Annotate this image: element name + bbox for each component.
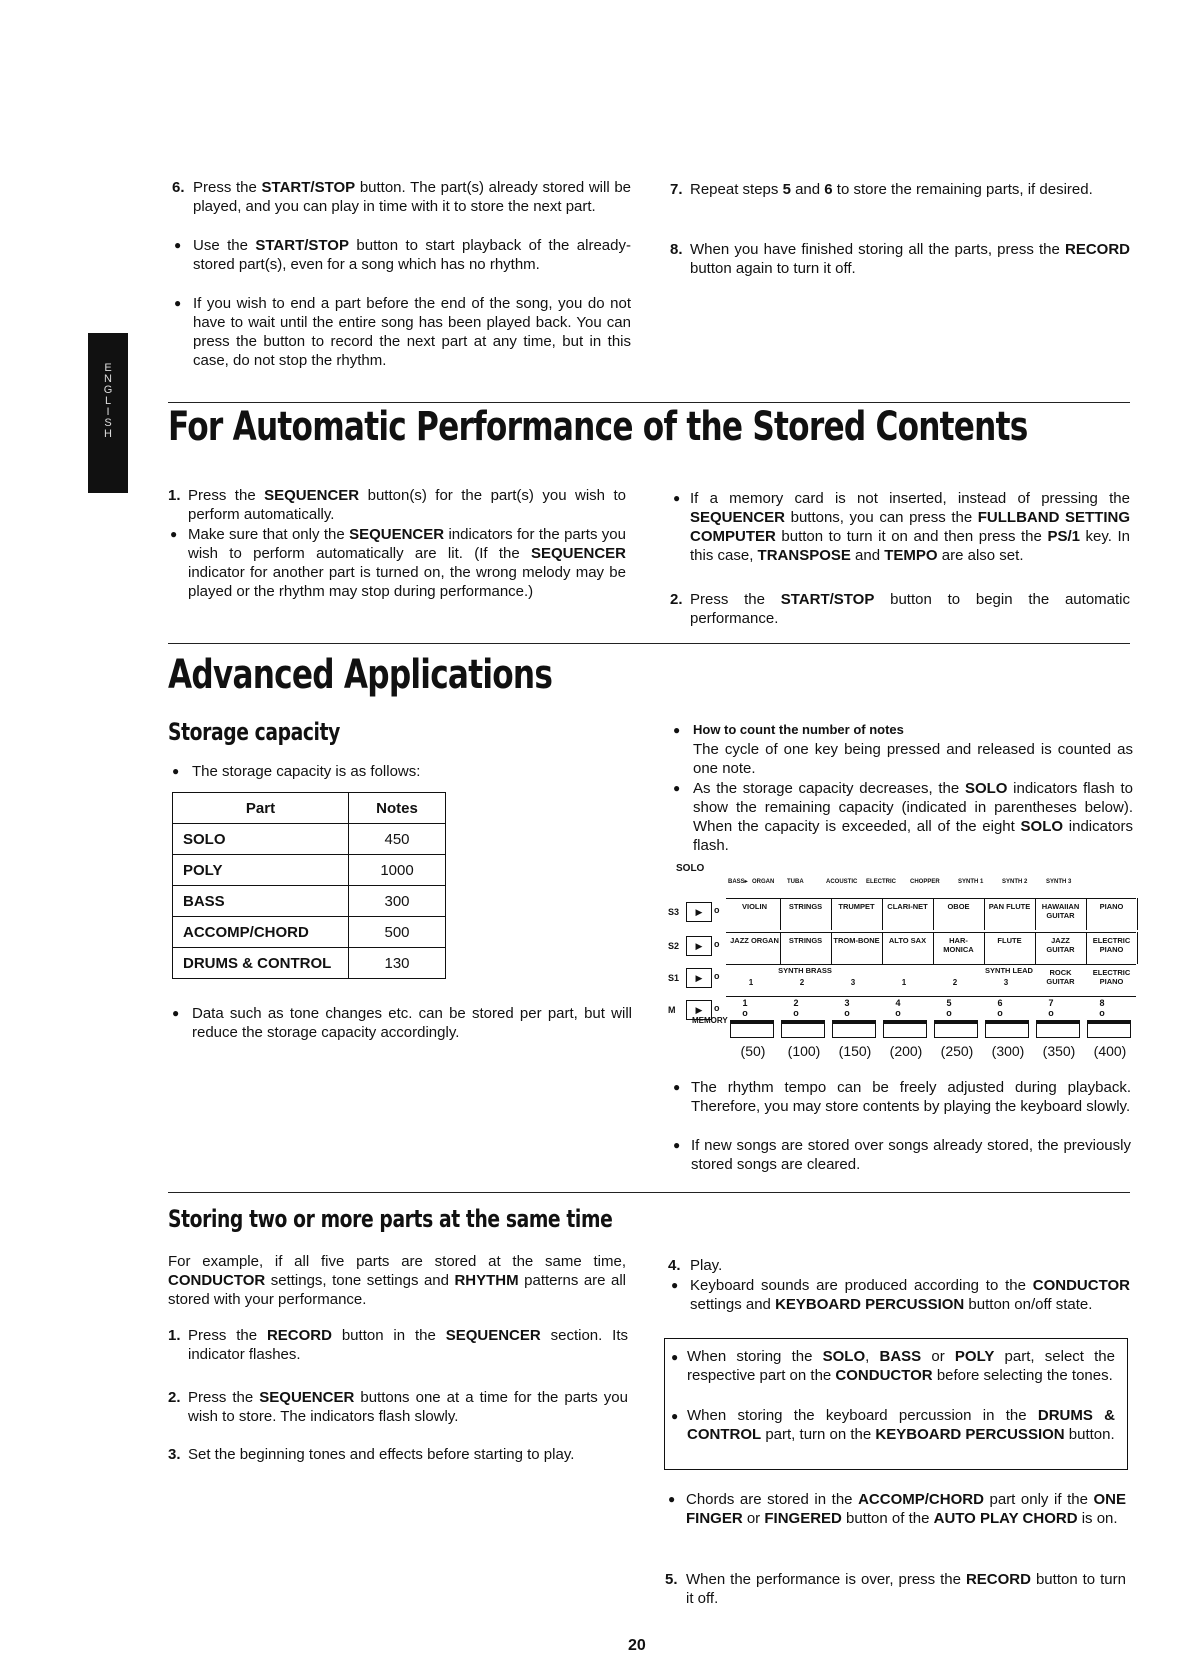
notes-cell: 450	[349, 824, 446, 855]
bold-term: START/STOP	[261, 179, 356, 196]
text-segment: Press the	[690, 591, 781, 608]
text-segment: indicators flash.	[693, 818, 1133, 854]
s3-step-3-number: 3.	[168, 1446, 181, 1463]
s3-step-3-text: Set the beginning tones and effects before starting to play.	[188, 1446, 575, 1463]
s1-step-1-text	[188, 486, 626, 524]
note-box-item-1	[687, 1347, 1115, 1385]
text-segment: part, turn on the	[761, 1426, 876, 1443]
text-segment: are also set.	[937, 547, 1024, 564]
bold-term: BASS	[879, 1348, 922, 1365]
voice-label: ORGAN	[752, 879, 775, 885]
note-box	[664, 1338, 1128, 1470]
bold-term: CONDUCTOR	[835, 1367, 933, 1384]
memory-number: 5	[946, 998, 952, 1008]
text-segment: When you have finished storing all the parts, press the	[690, 241, 1065, 258]
memory-number: 7	[1048, 998, 1054, 1008]
synth-number: 3	[850, 978, 856, 987]
row-label: S2	[668, 941, 680, 951]
tone-cell: PAN FLUTE	[988, 902, 1031, 911]
table-row	[173, 855, 446, 886]
divider	[168, 1192, 1130, 1193]
s1-step-2-number: 2.	[670, 591, 683, 608]
synth-number: 2	[952, 978, 958, 987]
header-part: Part	[173, 793, 349, 824]
bold-term: START/STOP	[255, 237, 349, 254]
memory-level-indicator	[1087, 1020, 1131, 1038]
bold-term: ACCOMP/CHORD	[858, 1491, 984, 1508]
bold-term: SEQUENCER	[349, 526, 445, 543]
capacity-value: (200)	[889, 1043, 923, 1059]
text-segment: For example, if all five parts are stored at the same time,	[168, 1253, 626, 1270]
sequencer-button: ▶	[686, 936, 712, 956]
led-indicator: o	[844, 1008, 850, 1018]
note-box-item-2	[687, 1406, 1115, 1444]
sequencer-button: ▶	[686, 968, 712, 988]
how-to-count-title: How to count the number of notes	[693, 722, 904, 737]
text-segment: buttons, you can press the	[785, 509, 978, 526]
synth-number: 1	[748, 978, 754, 987]
tempo-note: The rhythm tempo can be freely adjusted during playback. Therefore, you may store contents by playing the keyboard slowly.	[691, 1079, 1131, 1115]
bold-term: KEYBOARD PERCUSSION	[875, 1426, 1065, 1443]
text-segment: button to turn it on and then press the	[775, 528, 1048, 545]
tone-cell: PIANO	[1099, 902, 1124, 911]
tone-cell: ELECTRIC PIANO	[1092, 968, 1131, 986]
text-segment: before selecting the tones.	[932, 1367, 1113, 1384]
bold-term: SEQUENCER	[530, 545, 626, 562]
s1-step-2-text	[690, 590, 1130, 628]
memory-level-indicator	[781, 1020, 825, 1038]
memory-number: 8	[1099, 998, 1105, 1008]
table-row	[173, 824, 446, 855]
memory-level-indicator	[832, 1020, 876, 1038]
part-cell: ACCOMP/CHORD	[173, 917, 349, 948]
cell-divider	[1137, 898, 1138, 930]
led-indicator: o	[997, 1008, 1003, 1018]
bold-term: SEQUENCER	[445, 1327, 541, 1344]
bold-term: SEQUENCER	[259, 1389, 355, 1406]
s1-bullet-1	[188, 525, 626, 601]
text-segment: button. The part(s) already stored will be played, and you can play in time with it to store the next part.	[193, 179, 632, 215]
bold-term: RECORD	[965, 1571, 1031, 1588]
tone-cell: TROM-BONE	[833, 936, 880, 945]
grid-line	[726, 996, 1136, 997]
bold-term: PS/1	[1047, 528, 1080, 545]
tone-cell: HAWAIIAN GUITAR	[1041, 902, 1080, 920]
text-segment: As the storage capacity decreases, the	[693, 780, 965, 797]
text-segment: button to turn it off.	[686, 1571, 1126, 1607]
tone-cell: TRUMPET	[838, 902, 875, 911]
capacity-decrease-text	[693, 779, 1133, 855]
chords-note	[686, 1490, 1126, 1528]
memory-level-indicator	[883, 1020, 927, 1038]
led-indicator: o	[714, 939, 720, 949]
text-segment: Make sure that only the	[188, 526, 350, 543]
bold-term: FULLBAND SETTING COMPUTER	[690, 509, 1130, 545]
text-segment: button in the	[331, 1327, 446, 1344]
tone-cell: ROCK GUITAR	[1046, 968, 1075, 986]
text-segment: or	[742, 1510, 765, 1527]
s3-step-5-text	[686, 1570, 1126, 1608]
s3-step-2-number: 2.	[168, 1389, 181, 1406]
bold-term: 6	[824, 181, 833, 198]
bullet-dot: ●	[174, 238, 182, 252]
step-6-number: 6.	[172, 179, 185, 196]
bullet-dot: ●	[671, 1409, 679, 1423]
text-segment: Chords are stored in the	[686, 1491, 859, 1508]
step-7-number: 7.	[670, 181, 683, 198]
notes-cell: 300	[349, 886, 446, 917]
led-indicator: o	[946, 1008, 952, 1018]
solo-label: SOLO	[676, 863, 705, 874]
bold-term: CONDUCTOR	[168, 1272, 266, 1289]
storage-capacity-table	[172, 792, 446, 979]
memory-level-indicator	[934, 1020, 978, 1038]
notes-cell: 1000	[349, 855, 446, 886]
bold-term: RHYTHM	[454, 1272, 519, 1289]
s3-step-2-text	[188, 1388, 628, 1426]
synth-number: 2	[799, 978, 805, 987]
part-cell: POLY	[173, 855, 349, 886]
subsection-title-storing-multiple-parts: Storing two or more parts at the same time	[168, 1205, 613, 1233]
bullet-dot: ●	[673, 1138, 681, 1152]
memory-number: 1	[742, 998, 748, 1008]
text-segment: indicators for the parts you wish to perform automatically are lit. (If the	[188, 526, 626, 562]
s3-intro	[168, 1252, 626, 1309]
text-segment: is on.	[1077, 1510, 1118, 1527]
text-segment: Press the	[193, 179, 262, 196]
text-segment: Keyboard sounds are produced according to the	[690, 1277, 1033, 1294]
text-segment: buttons one at a time for the parts you wish to store. The indicators flash slowly.	[188, 1389, 628, 1425]
tone-cell: STRINGS	[788, 936, 823, 945]
led-indicator: o	[714, 905, 720, 915]
row-label: S1	[668, 973, 680, 983]
tone-cell: CLARI-NET	[887, 902, 928, 911]
voice-label: SYNTH 3	[1046, 879, 1072, 885]
synth-lead-label: SYNTH LEAD	[985, 966, 1033, 975]
tone-cell: FLUTE	[997, 936, 1022, 945]
text-segment: button of the	[841, 1510, 934, 1527]
step-8-number: 8.	[670, 241, 683, 258]
text-segment: Repeat steps	[690, 181, 783, 198]
text-segment: button on/off state.	[964, 1296, 1093, 1313]
bullet-dot: ●	[671, 1350, 679, 1364]
tone-cell: ELECTRIC PIANO	[1092, 936, 1131, 954]
row-label: M	[668, 1005, 676, 1015]
memory-level-indicator	[985, 1020, 1029, 1038]
text-segment: or	[921, 1348, 955, 1365]
grid-line	[726, 964, 1136, 965]
bold-term: DRUMS & CONTROL	[687, 1407, 1115, 1443]
bold-term: 5	[782, 181, 791, 198]
text-segment: button to start playback of the already-stored part(s), even for a song which has no rhythm.	[193, 237, 631, 273]
s3-step-4-number: 4.	[668, 1257, 681, 1274]
led-indicator: o	[742, 1008, 748, 1018]
text-segment: indicator for another part is turned on, the wrong melody may be played or the rhythm may stop during performance.)	[188, 564, 626, 600]
memory-number: 6	[997, 998, 1003, 1008]
grid-line	[726, 932, 1136, 933]
intro-bullet-2: If you wish to end a part before the end of the song, you do not have to wait until the entire song has been played back. You can press the button to record the next part at any time, but in this case, do not stop the rhythm.	[193, 295, 631, 369]
led-indicator: o	[1099, 1008, 1105, 1018]
bold-term: CONDUCTOR	[1032, 1277, 1130, 1294]
capacity-value: (350)	[1042, 1043, 1076, 1059]
s3-step-4-text: Play.	[690, 1257, 723, 1274]
tone-cell: STRINGS	[788, 902, 823, 911]
page-number: 20	[628, 1637, 646, 1654]
voice-label: SYNTH 1	[958, 879, 984, 885]
table-row	[173, 917, 446, 948]
bullet-dot: ●	[174, 296, 182, 310]
s3-step-1-number: 1.	[168, 1327, 181, 1344]
text-segment: When storing the	[687, 1348, 823, 1365]
text-segment: button again to turn it off.	[690, 260, 856, 277]
capacity-value: (400)	[1093, 1043, 1127, 1059]
tab-letter: G	[103, 384, 113, 396]
bold-term: RECORD	[266, 1327, 332, 1344]
bold-term: SOLO	[822, 1348, 866, 1365]
part-cell: SOLO	[173, 824, 349, 855]
text-segment: Press the	[188, 1327, 267, 1344]
tone-cell: VIOLIN	[741, 902, 767, 911]
tab-letter: N	[104, 373, 112, 385]
section-title-automatic-performance: For Automatic Performance of the Stored Contents	[168, 404, 1028, 450]
text-segment: section. Its indicator flashes.	[188, 1327, 629, 1363]
text-segment: When storing the keyboard percussion in the	[687, 1407, 1038, 1424]
s1-step-1-number: 1.	[168, 487, 181, 504]
bass-label: BASS▸	[728, 879, 748, 885]
bold-term: AUTO PLAY CHORD	[933, 1510, 1078, 1527]
voice-label: SYNTH 2	[1002, 879, 1028, 885]
header-notes: Notes	[349, 793, 446, 824]
table-header-row	[173, 793, 446, 824]
capacity-value: (300)	[991, 1043, 1025, 1059]
bullet-dot: ●	[668, 1492, 676, 1506]
capacity-value: (100)	[787, 1043, 821, 1059]
table-row	[173, 948, 446, 979]
capacity-value: (250)	[940, 1043, 974, 1059]
grid-line	[726, 898, 1136, 899]
cell-divider	[1137, 932, 1138, 964]
text-segment: ,	[865, 1348, 880, 1365]
bold-term: KEYBOARD PERCUSSION	[775, 1296, 965, 1313]
tab-letter: I	[106, 406, 110, 418]
bold-term: FINGERED	[764, 1510, 842, 1527]
memory-level-indicator	[1036, 1020, 1080, 1038]
voice-label: ELECTRIC	[866, 879, 896, 885]
notes-cell: 500	[349, 917, 446, 948]
tab-letter: E	[104, 362, 112, 374]
tab-letter: L	[104, 395, 112, 407]
tone-cell: OBOE	[947, 902, 970, 911]
led-indicator: o	[895, 1008, 901, 1018]
keyboard-sounds-note	[690, 1276, 1130, 1314]
bold-term: TRANSPOSE	[757, 547, 851, 564]
text-segment: Use the	[193, 237, 256, 254]
sequencer-button: ▶	[686, 1000, 712, 1020]
bullet-dot: ●	[170, 527, 178, 541]
text-segment: settings and	[690, 1296, 776, 1313]
bullet-dot: ●	[673, 491, 681, 505]
bullet-dot: ●	[673, 1080, 681, 1094]
how-to-count-text: The cycle of one key being pressed and released is counted as one note.	[693, 741, 1133, 777]
bold-term: ONE FINGER	[686, 1491, 1126, 1527]
text-segment: settings, tone settings and	[265, 1272, 455, 1289]
row-label: S3	[668, 907, 680, 917]
text-segment: part only if the	[983, 1491, 1094, 1508]
bold-term: POLY	[954, 1348, 995, 1365]
text-segment: indicators flash to show the remaining capacity (indicated in parentheses below). When the capacity is exceeded, all of the eight	[693, 780, 1133, 835]
text-segment: part, select the respective part on the	[687, 1348, 1115, 1384]
section-title-advanced-applications: Advanced Applications	[168, 652, 553, 698]
memory-number: 4	[895, 998, 901, 1008]
memory-label: MEMORY	[692, 1016, 728, 1025]
memory-number: 3	[844, 998, 850, 1008]
tone-cell: ALTO SAX	[888, 936, 927, 945]
memory-number: 2	[793, 998, 799, 1008]
divider	[168, 402, 1130, 403]
s1-bullet-2	[690, 489, 1130, 565]
memory-level-indicator	[730, 1020, 774, 1038]
voice-label: TUBA	[787, 879, 804, 885]
text-segment: button.	[1064, 1426, 1115, 1443]
capacity-value: (50)	[740, 1043, 766, 1059]
bullet-dot: ●	[671, 1278, 679, 1292]
bullet-dot: ●	[673, 723, 681, 737]
bullet-dot: ●	[172, 764, 180, 778]
intro-bullet-1	[193, 236, 631, 274]
tab-letter: H	[104, 428, 112, 440]
part-cell: BASS	[173, 886, 349, 917]
step-8-text	[690, 240, 1130, 278]
s3-step-5-number: 5.	[665, 1571, 678, 1588]
bold-term: SEQUENCER	[264, 487, 360, 504]
text-segment: key. In this case,	[690, 528, 1130, 564]
bold-term: SOLO	[964, 780, 1008, 797]
led-indicator: o	[714, 1003, 720, 1013]
sequencer-button: ▶	[686, 902, 712, 922]
voice-label: CHOPPER	[910, 879, 940, 885]
s3-step-1-text	[188, 1326, 628, 1364]
voice-label: ACOUSTIC	[826, 879, 858, 885]
bold-term: RECORD	[1064, 241, 1130, 258]
part-cell: DRUMS & CONTROL	[173, 948, 349, 979]
step-7-text	[690, 180, 1130, 199]
text-segment: button(s) for the part(s) you wish to perform automatically.	[188, 487, 626, 523]
step-6-text	[193, 178, 631, 216]
storage-intro: The storage capacity is as follows:	[192, 763, 421, 780]
tab-letter: S	[104, 417, 112, 429]
bold-term: TEMPO	[884, 547, 938, 564]
after-table-note: Data such as tone changes etc. can be stored per part, but will reduce the storage capacity accordingly.	[192, 1005, 632, 1041]
bold-term: SEQUENCER	[690, 509, 786, 526]
text-segment: If a memory card is not inserted, instead of pressing the	[690, 490, 1130, 507]
table-row	[173, 886, 446, 917]
text-segment: Press the	[188, 1389, 260, 1406]
text-segment: to store the remaining parts, if desired.	[832, 181, 1093, 198]
tone-cell: HAR-MONICA	[943, 936, 974, 954]
synth-number: 1	[901, 978, 907, 987]
text-segment: and	[790, 181, 825, 198]
tone-cell: JAZZ GUITAR	[1046, 936, 1075, 954]
notes-cell: 130	[349, 948, 446, 979]
bullet-dot: ●	[673, 781, 681, 795]
tone-cell: JAZZ ORGAN	[730, 936, 779, 945]
led-indicator: o	[793, 1008, 799, 1018]
text-segment: and	[850, 547, 885, 564]
led-indicator: o	[1048, 1008, 1054, 1018]
synth-number: 3	[1003, 978, 1009, 987]
subsection-title-storage-capacity: Storage capacity	[168, 718, 340, 746]
text-segment: button to begin the automatic performance.	[690, 591, 1130, 627]
bold-term: START/STOP	[780, 591, 875, 608]
new-songs-note: If new songs are stored over songs already stored, the previously stored songs are cleared.	[691, 1137, 1131, 1173]
synth-brass-label: SYNTH BRASS	[778, 966, 832, 975]
language-tab	[88, 333, 128, 493]
text-segment: Press the	[188, 487, 265, 504]
text-segment: patterns are all stored with your performance.	[168, 1272, 626, 1308]
bold-term: SOLO	[1020, 818, 1064, 835]
solo-indicator-panel	[668, 863, 1136, 1064]
text-segment: When the performance is over, press the	[686, 1571, 966, 1588]
led-indicator: o	[714, 971, 720, 981]
divider	[168, 643, 1130, 644]
capacity-value: (150)	[838, 1043, 872, 1059]
bullet-dot: ●	[172, 1006, 180, 1020]
